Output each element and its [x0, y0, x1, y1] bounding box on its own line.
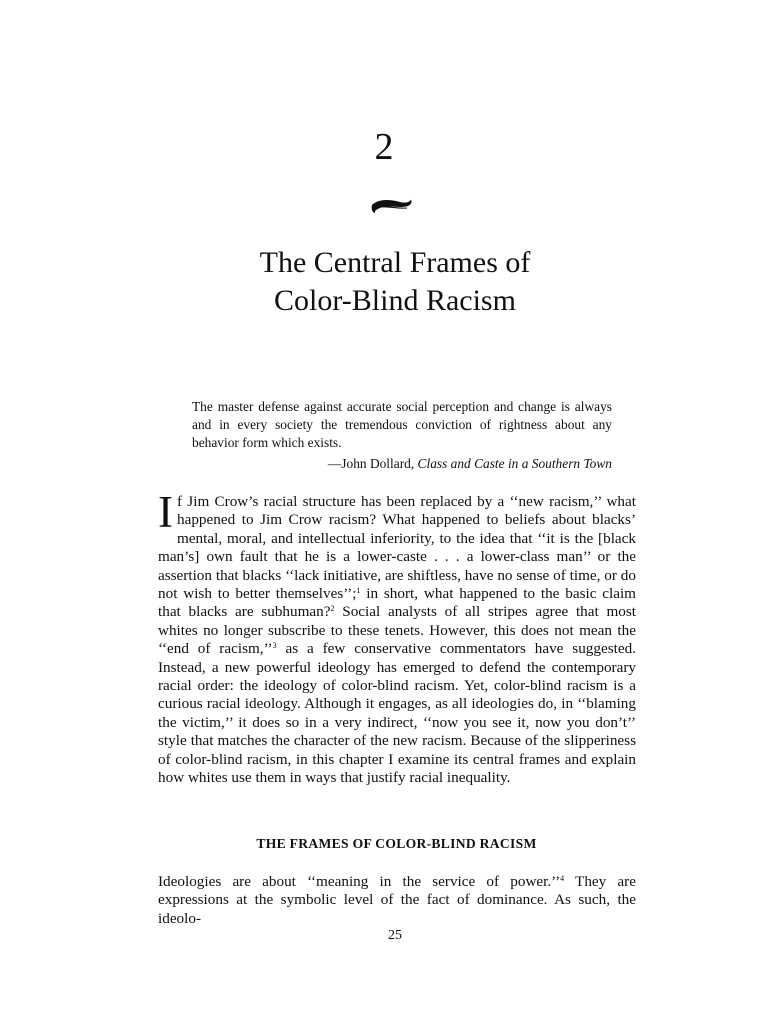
section-heading: THE FRAMES OF COLOR-BLIND RACISM	[256, 836, 537, 851]
footnote-marker: 3	[272, 641, 277, 651]
paragraph-text: f Jim Crow’s racial structure has been replaced by a ‘‘new racism,’’ what happened to Jim Crow racism? What happened to beliefs about blacks’ mental, moral, and intellectual inferiority, to the idea that ‘‘it is the [black man’s] own fault that he is a lower-caste . . . a lower-class man’’ or the assertion that blacks ‘‘lack initiative, are shiftless, have no sense of time, or do not wish to better themselves’’;	[158, 493, 636, 603]
footnote-marker: 4	[560, 874, 565, 883]
epigraph-source-title: Class and Caste in a Southern Town	[417, 456, 612, 471]
epigraph-attribution	[192, 455, 612, 473]
swash-ornament-icon	[369, 196, 415, 216]
epigraph-author: —John Dollard,	[327, 456, 418, 471]
body-paragraph-1	[158, 487, 636, 788]
chapter-title	[0, 244, 768, 320]
paragraph-text: They are expressions at the symbolic level of the fact of dominance. As such, the ideolo-	[158, 873, 636, 927]
paragraph-text: Ideologies are about ‘‘meaning in the service of power.’’	[158, 873, 561, 890]
paragraph-text: in short, what happened to the basic claim that blacks are subhuman?	[158, 585, 636, 621]
page-number: 25	[388, 928, 402, 943]
drop-cap: I	[158, 487, 173, 537]
body-paragraph-2	[158, 873, 636, 928]
footnote-marker: 1	[356, 586, 361, 596]
footnote-marker: 2	[330, 604, 335, 614]
chapter-number: 2	[374, 126, 394, 168]
chapter-title-line-2: Color-Blind Racism	[274, 284, 516, 317]
paragraph-text: as a few conservative commentators have suggested. Instead, a new powerful ideology has emerged to defend the contemporary racial order: the ideology of color-blind racism. Yet, color-blind racism is a curious racial ideology. Although it engages, as all ideologies do, in ‘‘blaming the victim,’’ it does so in a very indirect, ‘‘now you see it, now you don’t’’ style that matches the character of the new racism. Because of the slipperiness of color-blind racism, in this chapter I examine its central frames and explain how whites use them in ways that justify racial inequality.	[158, 640, 636, 787]
epigraph-quote: The master defense against accurate social perception and change is always and in every society the tremendous conviction of rightness about any behavior form which exists.	[192, 399, 612, 450]
paragraph-text: Social analysts of all stripes agree that most whites no longer subscribe to these tenets. However, this does not mean the ‘‘end of racism,’’	[158, 603, 636, 658]
chapter-title-line-1: The Central Frames of	[259, 246, 531, 279]
epigraph	[192, 398, 612, 473]
